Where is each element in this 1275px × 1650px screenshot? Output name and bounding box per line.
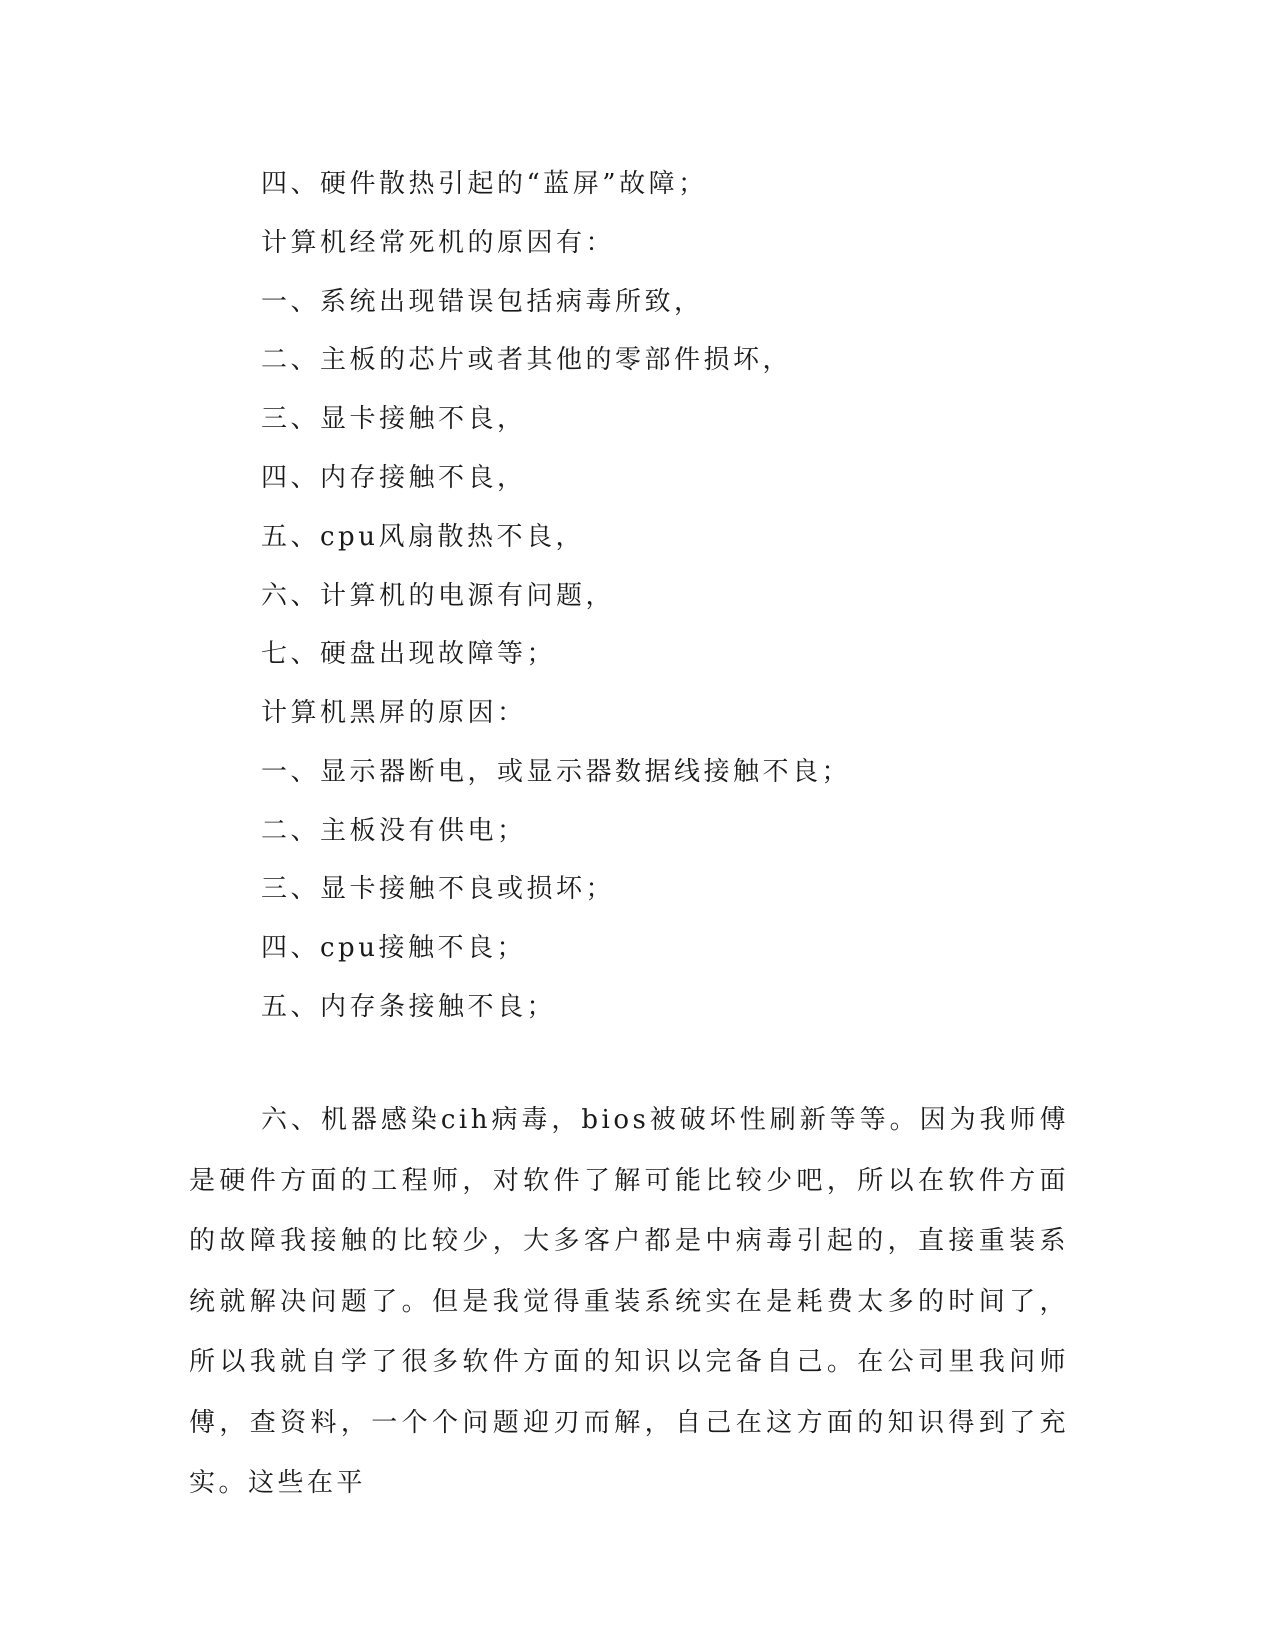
list-item: 二、主板没有供电； [261, 816, 527, 846]
text-line: 四、硬件散热引起的“蓝屏”故障； [261, 169, 708, 199]
body-paragraph: 六、机器感染cih病毒，bios被破坏性刷新等等。因为我师傅是硬件方面的工程师，对软件了解可能比较少吧，所以在软件方面的故障我接触的比较少，大多客户都是中病毒引起的，直接重装系统就解决问题了。但是我觉得重装系统实在是耗费太多的时间了，所以我就自学了很多软件方面的知识以完备自己。在公司里我问师傅，查资料，一个个问题迎刃而解，自己在这方面的知识得到了充实。这些在平 [189, 1105, 1069, 1498]
list-item: 一、系统出现错误包括病毒所致， [261, 287, 704, 317]
list-item: 三、显卡接触不良或损坏； [261, 874, 616, 904]
list-item: 五、内存条接触不良； [261, 992, 557, 1022]
list-item: 二、主板的芯片或者其他的零部件损坏， [261, 345, 793, 375]
list-item: 一、显示器断电，或显示器数据线接触不良； [261, 757, 852, 787]
list-item: 六、计算机的电源有问题， [261, 581, 616, 611]
section-heading: 计算机经常死机的原因有： [261, 228, 616, 258]
section-heading: 计算机黑屏的原因： [261, 698, 527, 728]
list-item: 七、硬盘出现故障等； [261, 639, 557, 669]
list-item: 三、显卡接触不良， [261, 404, 527, 434]
list-item: 四、cpu接触不良； [261, 933, 526, 963]
list-item: 五、cpu风扇散热不良， [261, 522, 585, 552]
list-item: 四、内存接触不良， [261, 463, 527, 493]
